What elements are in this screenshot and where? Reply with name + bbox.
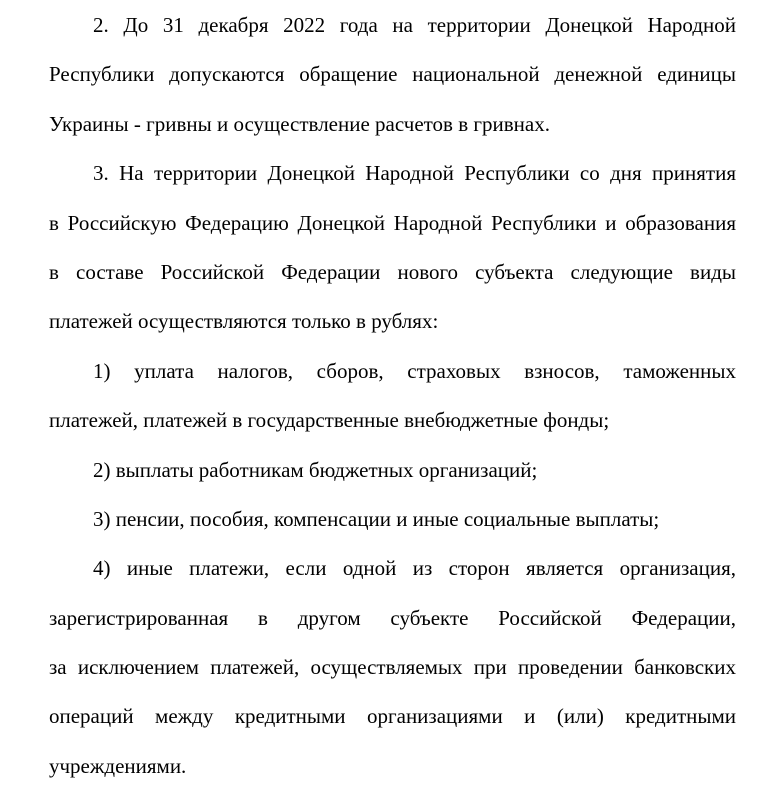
paragraph-point-3 [49,149,736,347]
paragraph-point-2 [49,1,736,149]
list-item-3 [49,495,736,544]
text-line: 2. До 31 декабря 2022 года на территории Донецкой Народной [93,13,736,37]
list-item-4 [49,544,736,791]
list-item-1 [49,347,736,446]
text-line: Украины - гривны и осуществление расчетов в гривнах. [49,111,550,136]
text-line: Республики допускаются обращение национальной денежной единицы [49,62,736,87]
text-line: зарегистрированная в другом субъекте Российской Федерации, [49,605,736,630]
text-line: учреждениями. [49,753,187,778]
text-line: 2) выплаты работникам бюджетных организаций; [93,457,538,482]
text-line: 1) уплата налогов, сборов, страховых взносов, таможенных [93,358,736,383]
text-line: в Российскую Федерацию Донецкой Народной Республики и образования [49,210,736,235]
text-line: 4) иные платежи, если одной из сторон является организация, [93,556,736,581]
list-item-2 [49,446,736,495]
text-line: 3. На территории Донецкой Народной Республики со дня принятия [93,161,736,186]
text-line: платежей осуществляются только в рублях: [49,309,439,334]
text-line: операций между кредитными организациями и (или) кредитными [49,704,736,729]
text-line: в составе Российской Федерации нового субъекта следующие виды [49,259,736,284]
text-line: за исключением платежей, осуществляемых при проведении банковских [49,655,736,680]
text-line: платежей, платежей в государственные внебюджетные фонды; [49,408,610,433]
text-line: 3) пенсии, пособия, компенсации и иные социальные выплаты; [93,506,660,531]
